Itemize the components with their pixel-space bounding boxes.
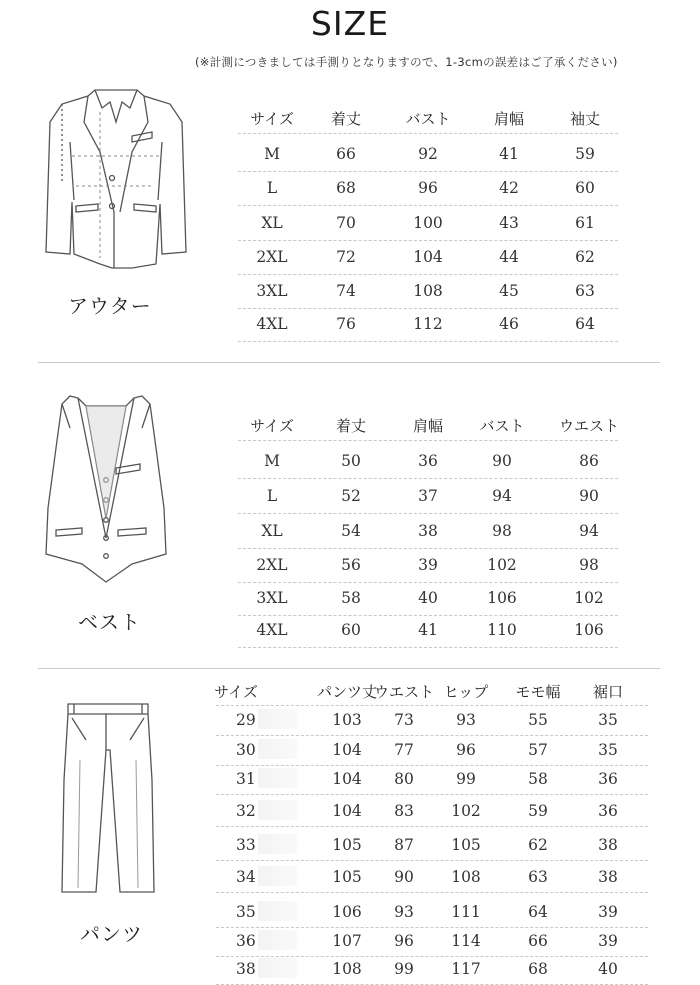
pants-cell-r1-c5: 35: [598, 741, 618, 759]
jacket-header-3: 肩幅: [493, 110, 524, 128]
vest-row-rule: [238, 513, 618, 514]
pants-cell-r5-c1: 105: [332, 868, 362, 886]
pants-size-smudge: [258, 709, 298, 729]
jacket-cell-r3-c0: 2XL: [256, 248, 288, 266]
jacket-cell-r2-c0: XL: [261, 214, 283, 232]
vest-cell-r3-c3: 102: [487, 556, 517, 574]
jacket-cell-r5-c3: 46: [499, 315, 519, 333]
vest-header-rule: [238, 440, 618, 441]
pants-cell-r4-c5: 38: [598, 836, 618, 854]
pants-cell-r4-c1: 105: [332, 836, 362, 854]
pants-cell-r5-c0: 34: [236, 868, 256, 886]
pants-row-rule: [216, 860, 648, 861]
jacket-cell-r0-c1: 66: [336, 145, 356, 163]
pants-row-rule: [216, 735, 648, 736]
jacket-cell-r4-c2: 108: [413, 282, 443, 300]
vest-cell-r4-c3: 106: [487, 589, 517, 607]
pants-row-rule: [216, 927, 648, 928]
pants-cell-r3-c4: 59: [528, 802, 548, 820]
pants-cell-r2-c1: 104: [332, 770, 362, 788]
pants-cell-r5-c2: 90: [394, 868, 414, 886]
jacket-header-rule: [238, 133, 618, 134]
vest-row-rule: [238, 615, 618, 616]
jacket-cell-r5-c0: 4XL: [256, 315, 288, 333]
pants-cell-r2-c2: 80: [394, 770, 414, 788]
vest-header-0: サイズ: [250, 417, 294, 435]
vest-cell-r5-c4: 106: [574, 621, 604, 639]
jacket-cell-r3-c3: 44: [499, 248, 519, 266]
pants-header-rule: [216, 705, 648, 706]
pants-row-rule: [216, 892, 648, 893]
pants-size-smudge: [258, 866, 298, 886]
vest-cell-r0-c0: M: [264, 452, 280, 470]
jacket-cell-r0-c0: M: [264, 145, 280, 163]
vest-cell-r1-c1: 52: [341, 487, 361, 505]
pants-cell-r3-c2: 83: [394, 802, 414, 820]
pants-size-smudge: [258, 958, 298, 978]
pants-cell-r6-c2: 93: [394, 903, 414, 921]
pants-cell-r7-c0: 36: [236, 932, 256, 950]
pants-cell-r7-c4: 66: [528, 932, 548, 950]
vest-cell-r3-c0: 2XL: [256, 556, 288, 574]
vest-cell-r1-c3: 94: [492, 487, 512, 505]
vest-row-rule: [238, 548, 618, 549]
pants-cell-r8-c5: 40: [598, 960, 618, 978]
vest-cell-r3-c1: 56: [341, 556, 361, 574]
pants-size-smudge: [258, 800, 298, 820]
jacket-cell-r1-c0: L: [266, 179, 278, 197]
pants-row-rule: [216, 794, 648, 795]
vest-row-rule: [238, 647, 618, 648]
pants-icon: [58, 700, 158, 900]
vest-cell-r0-c2: 36: [418, 452, 438, 470]
jacket-cell-r1-c1: 68: [336, 179, 356, 197]
vest-cell-r5-c3: 110: [487, 621, 517, 639]
jacket-cell-r0-c4: 59: [575, 145, 595, 163]
vest-header-1: 着丈: [335, 417, 366, 435]
jacket-header-4: 袖丈: [569, 110, 600, 128]
pants-cell-r0-c4: 55: [528, 711, 548, 729]
pants-cell-r6-c3: 111: [451, 903, 481, 921]
vest-cell-r4-c1: 58: [341, 589, 361, 607]
jacket-header-1: 着丈: [330, 110, 361, 128]
jacket-cell-r0-c2: 92: [418, 145, 438, 163]
pants-header-5: 裾口: [592, 683, 623, 701]
pants-cell-r0-c1: 103: [332, 711, 362, 729]
page-title: SIZE: [310, 4, 390, 43]
vest-cell-r5-c1: 60: [341, 621, 361, 639]
pants-cell-r8-c4: 68: [528, 960, 548, 978]
pants-header-4: モモ幅: [515, 683, 561, 701]
pants-cell-r0-c3: 93: [456, 711, 476, 729]
jacket-cell-r5-c2: 112: [413, 315, 443, 333]
jacket-cell-r4-c0: 3XL: [256, 282, 288, 300]
jacket-cell-r1-c2: 96: [418, 179, 438, 197]
section-divider: [38, 362, 660, 363]
pants-cell-r5-c4: 63: [528, 868, 548, 886]
vest-cell-r2-c3: 98: [492, 522, 512, 540]
pants-header-3: ヒップ: [443, 683, 489, 701]
vest-cell-r2-c4: 94: [579, 522, 599, 540]
pants-header-1: パンツ丈: [316, 683, 377, 701]
pants-cell-r3-c5: 36: [598, 802, 618, 820]
pants-size-smudge: [258, 768, 298, 788]
vest-cell-r3-c4: 98: [579, 556, 599, 574]
jacket-row-rule: [238, 205, 618, 206]
jacket-row-rule: [238, 171, 618, 172]
pants-cell-r0-c2: 73: [394, 711, 414, 729]
pants-cell-r8-c2: 99: [394, 960, 414, 978]
pants-cell-r4-c3: 105: [451, 836, 481, 854]
pants-cell-r4-c0: 33: [236, 836, 256, 854]
pants-cell-r1-c0: 30: [236, 741, 256, 759]
pants-cell-r6-c1: 106: [332, 903, 362, 921]
pants-label: パンツ: [80, 922, 143, 946]
vest-cell-r2-c1: 54: [341, 522, 361, 540]
pants-header-2: ウエスト: [373, 683, 434, 701]
jacket-cell-r3-c4: 62: [575, 248, 595, 266]
pants-cell-r5-c3: 108: [451, 868, 481, 886]
jacket-cell-r4-c3: 45: [499, 282, 519, 300]
section-divider-2: [38, 668, 660, 669]
measurement-note: (※計測につきましては手測りとなりますので、1-3cmの誤差はご了承ください): [195, 55, 618, 69]
pants-cell-r2-c5: 36: [598, 770, 618, 788]
jacket-cell-r2-c4: 61: [575, 214, 595, 232]
pants-cell-r5-c5: 38: [598, 868, 618, 886]
jacket-cell-r0-c3: 41: [499, 145, 519, 163]
vest-cell-r0-c3: 90: [492, 452, 512, 470]
jacket-cell-r3-c1: 72: [336, 248, 356, 266]
pants-cell-r3-c0: 32: [236, 802, 256, 820]
jacket-header-2: バスト: [405, 110, 451, 128]
pants-cell-r6-c0: 35: [236, 903, 256, 921]
pants-size-smudge: [258, 901, 298, 921]
pants-cell-r7-c2: 96: [394, 932, 414, 950]
pants-cell-r6-c5: 39: [598, 903, 618, 921]
pants-cell-r7-c3: 114: [451, 932, 481, 950]
pants-size-smudge: [258, 834, 298, 854]
vest-cell-r5-c0: 4XL: [256, 621, 288, 639]
pants-cell-r6-c4: 64: [528, 903, 548, 921]
jacket-cell-r4-c1: 74: [336, 282, 356, 300]
pants-row-rule: [216, 765, 648, 766]
pants-cell-r7-c1: 107: [332, 932, 362, 950]
vest-icon: [42, 388, 172, 588]
vest-cell-r5-c2: 41: [418, 621, 438, 639]
jacket-cell-r1-c4: 60: [575, 179, 595, 197]
pants-size-smudge: [258, 930, 298, 950]
vest-cell-r4-c4: 102: [574, 589, 604, 607]
vest-header-2: 肩幅: [412, 417, 443, 435]
vest-cell-r2-c0: XL: [261, 522, 283, 540]
pants-cell-r4-c4: 62: [528, 836, 548, 854]
pants-cell-r3-c3: 102: [451, 802, 481, 820]
pants-size-smudge: [258, 739, 298, 759]
jacket-cell-r1-c3: 42: [499, 179, 519, 197]
pants-cell-r1-c1: 104: [332, 741, 362, 759]
pants-cell-r8-c1: 108: [332, 960, 362, 978]
vest-cell-r4-c2: 40: [418, 589, 438, 607]
jacket-cell-r2-c1: 70: [336, 214, 356, 232]
vest-cell-r0-c4: 86: [579, 452, 599, 470]
pants-cell-r0-c0: 29: [236, 711, 256, 729]
jacket-cell-r5-c4: 64: [575, 315, 595, 333]
jacket-row-rule: [238, 240, 618, 241]
jacket-cell-r2-c3: 43: [499, 214, 519, 232]
jacket-cell-r2-c2: 100: [413, 214, 443, 232]
vest-row-rule: [238, 582, 618, 583]
jacket-cell-r5-c1: 76: [336, 315, 356, 333]
pants-header-0: サイズ: [214, 683, 258, 701]
pants-cell-r4-c2: 87: [394, 836, 414, 854]
vest-header-3: バスト: [479, 417, 525, 435]
jacket-label: アウター: [68, 294, 152, 318]
pants-cell-r2-c0: 31: [236, 770, 256, 788]
vest-cell-r1-c4: 90: [579, 487, 599, 505]
vest-cell-r3-c2: 39: [418, 556, 438, 574]
jacket-icon: [40, 82, 190, 272]
jacket-row-rule: [238, 341, 618, 342]
pants-cell-r3-c1: 104: [332, 802, 362, 820]
jacket-cell-r4-c4: 63: [575, 282, 595, 300]
jacket-row-rule: [238, 274, 618, 275]
vest-row-rule: [238, 478, 618, 479]
jacket-header-0: サイズ: [250, 110, 294, 128]
vest-cell-r0-c1: 50: [341, 452, 361, 470]
vest-header-4: ウエスト: [558, 417, 619, 435]
pants-row-rule: [216, 956, 648, 957]
vest-label: ベスト: [78, 610, 141, 634]
pants-cell-r7-c5: 39: [598, 932, 618, 950]
vest-cell-r2-c2: 38: [418, 522, 438, 540]
jacket-cell-r3-c2: 104: [413, 248, 443, 266]
jacket-row-rule: [238, 308, 618, 309]
pants-cell-r1-c3: 96: [456, 741, 476, 759]
pants-row-rule: [216, 826, 648, 827]
pants-cell-r2-c3: 99: [456, 770, 476, 788]
pants-cell-r0-c5: 35: [598, 711, 618, 729]
vest-cell-r1-c0: L: [266, 487, 278, 505]
pants-cell-r8-c0: 38: [236, 960, 256, 978]
pants-cell-r2-c4: 58: [528, 770, 548, 788]
vest-cell-r1-c2: 37: [418, 487, 438, 505]
vest-cell-r4-c0: 3XL: [256, 589, 288, 607]
pants-cell-r8-c3: 117: [451, 960, 481, 978]
pants-cell-r1-c4: 57: [528, 741, 548, 759]
pants-cell-r1-c2: 77: [394, 741, 414, 759]
